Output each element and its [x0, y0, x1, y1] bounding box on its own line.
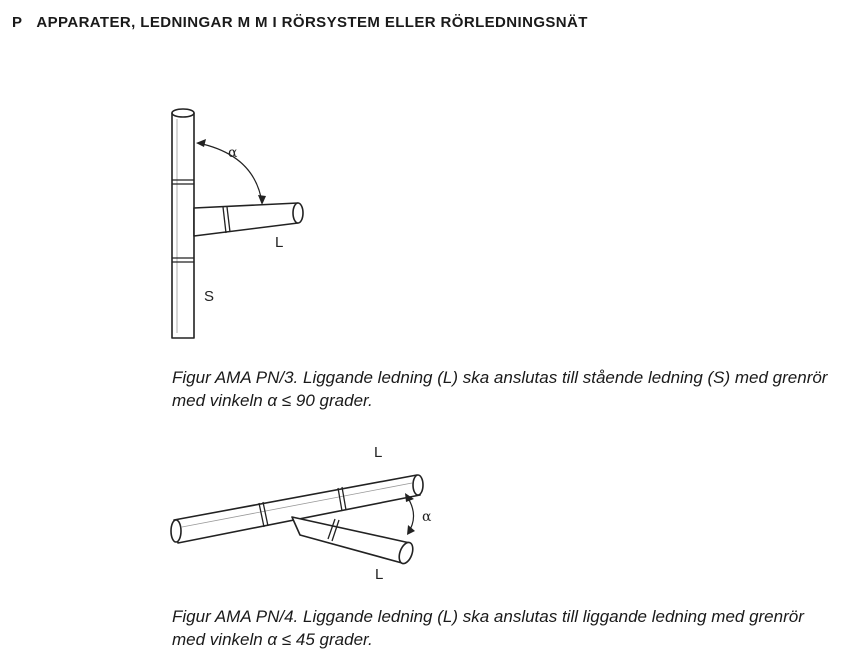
- figure-caption-2: Figur AMA PN/4. Liggande ledning (L) ska anslutas till liggande ledning med grenrör med vinkeln α ≤ 45 grader.: [172, 607, 804, 649]
- page-header: [12, 14, 588, 31]
- arc-arrowhead-top: [196, 139, 206, 147]
- section-letter: P: [12, 14, 23, 31]
- label-L: L: [275, 234, 284, 251]
- label-S: S: [204, 288, 215, 305]
- page-title: APPARATER, LEDNINGAR M M I RÖRSYSTEM ELLER RÖRLEDNINGSNÄT: [36, 14, 588, 31]
- main-pipe-left-end: [171, 520, 181, 542]
- figure-tee-vertical: [150, 95, 340, 350]
- branch-pipe-end: [293, 203, 303, 223]
- branch-pipe: [194, 203, 298, 236]
- label-L-top: L: [374, 444, 383, 461]
- tee-vertical-diagram: [150, 95, 340, 350]
- vertical-pipe: [172, 113, 194, 338]
- branch-pipe: [292, 517, 410, 563]
- main-pipe-right-end: [413, 475, 423, 495]
- vertical-pipe-top-end: [172, 109, 194, 117]
- label-alpha: α: [228, 145, 238, 161]
- y-branch-diagram: [162, 435, 452, 585]
- label-L-bottom: L: [375, 566, 384, 583]
- arc-arrowhead-bottom: [258, 195, 266, 205]
- figure-y-branch: [162, 435, 452, 585]
- label-alpha: α: [422, 509, 432, 525]
- main-pipe: [174, 475, 420, 543]
- figure-caption-1: Figur AMA PN/3. Liggande ledning (L) ska anslutas till stående ledning (S) med grenrör med vinkeln α ≤ 90 grader.: [172, 368, 828, 410]
